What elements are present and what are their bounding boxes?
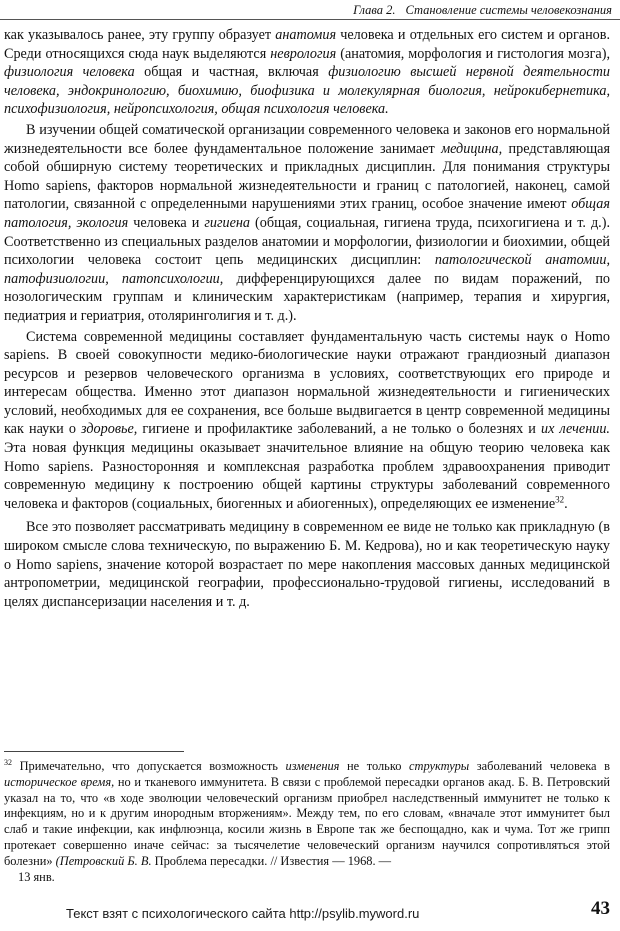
footnote-last-line: 13 янв.: [18, 869, 55, 884]
page-number: 43: [591, 898, 610, 919]
text-run: гигиене и профилактике заболеваний, а не только о болезнях и: [137, 421, 541, 438]
footnote-number: 32: [4, 757, 12, 767]
source-footer: Текст взят с психологического сайта http://psylib.myword.ru: [66, 906, 420, 921]
italic-term: здоровье,: [81, 421, 138, 438]
text-run: человека и: [128, 214, 205, 231]
text-run: В изучении общей соматической организации современного человека и законов его нормальной жизнедеятельности все более фундаментальное положение занимает: [4, 121, 610, 157]
italic-term: неврология: [270, 45, 337, 62]
text-run: (анатомия, морфология и гистология мозга),: [336, 45, 610, 62]
text-run: Примечательно, что допускается возможность: [12, 759, 286, 773]
paragraph-4: Все это позволяет рассматривать медицину в современном ее виде не только как прикладную (в широком смысле слова техническую, по выражению Б. М. Кедрова), но и как теоретическую науку о Homo sapiens, значение которой возрастает по мере накопления массовых данных медицинской антропометрии, медицинской географии, профессионально-трудовой гигиены, исследований в целях диспансеризации населения и т. д.: [4, 519, 610, 610]
header-rule: [0, 19, 620, 20]
italic-term: физиологию высшей нервной деятельности человека, эндокринологию, биохимию, биофизика и молекулярная биология, нейрокибернетика, психофизиология, нейропсихология, общая психология человека.: [4, 64, 610, 118]
italic-term: общая патология, экология: [4, 196, 610, 231]
paragraph-3: [4, 328, 610, 514]
text-run: но и тканевого иммунитета. В связи с проблемой пересадки органов акад. Б. В. Петровский указал на то, что «в ходе эволюции человеческий организм приобрел наследственный иммунитет не только к инфекциям, но и к другим инородным вторжениям». Между тем, по его словам, «вначале этот иммунитет был слаб и такие инфекции, как инфлюэнца, косили жизнь в Европе так же беспощадно, как и чума. Тот же грипп протекает совершенно иначе сейчас: за тысячелетие человеческий организм научился сопротивляться этой болезни»: [4, 774, 610, 868]
main-text: [4, 26, 610, 611]
italic-term: изменения: [285, 759, 340, 773]
italic-term: патологической анатомии, патофизиологии, патопсихологии,: [4, 252, 611, 287]
italic-term: анатомия: [275, 27, 337, 43]
footnote-ref[interactable]: 32: [555, 494, 565, 505]
text-run: представляющая собой обширную систему теоретических и прикладных дисциплин. Для понимания структуры Homo sapiens, факторов нормальной жизнедеятельности и границ с патологией, наконец, самой патологии, связанной с определенными нарушениями этих границ, особое значение имеют: [4, 140, 610, 213]
paragraph-2: [4, 121, 610, 326]
italic-term: их лечении.: [540, 421, 610, 438]
italic-term: (Петровский Б. В.: [55, 853, 152, 868]
text-run: .: [564, 495, 568, 512]
footnote-text: [4, 759, 610, 870]
italic-term: медицина,: [441, 140, 503, 157]
text-run: общая и частная, включая: [134, 64, 329, 81]
running-header: [212, 3, 612, 18]
text-run: заболеваний человека в: [469, 759, 610, 773]
text-run: не только: [339, 759, 409, 773]
text-run: Эта новая функция медицины оказывает значительное влияние на общую теорию человека как Homo sapiens. Разносторонняя и комплексная разработка проблем здравоохранения приводит современную медицину к построению общей картины структуры заболеваний современного человека и факторов (социальных, биогенных и абиогенных), определяющих ее изменение: [4, 440, 610, 512]
text-run: дифференцирующихся далее по видам поражений, по нозологическим группам и клиническим характеристикам (например, терапия и хирургия, педиатрия и гериатрия, отоляринголигия и т. д.).: [4, 270, 610, 324]
italic-term: историческое время,: [4, 774, 115, 789]
text-run: Система современной медицины составляет фундаментальную часть системы наук о Homo sapiens. В своей совокупности медико-биологические науки отражают грандиозный диапазон ресурсов и резервов человеческого организма в условиях, соответствующих его природе и интересам общества. Именно этот диапазон нормальной жизнедеятельности и гигиенических условий, необходимых для ее сохранения, все больше выдвигается в центр современной медицины как науки о: [4, 328, 610, 438]
text-run: как указывалось ранее, эту группу образует: [4, 27, 276, 43]
text-run: человека и отдельных его систем и органов. Среди относящихся сюда наук выделяются: [4, 27, 610, 62]
header-chapter: Глава 2.: [353, 3, 396, 17]
footnote-separator: [4, 751, 184, 752]
text-run: Проблема пересадки. // Известия — 1968. —: [151, 853, 392, 868]
footnote-32: [4, 759, 610, 885]
paragraph-1: [4, 26, 610, 119]
header-title: Становление системы человекознания: [405, 3, 612, 17]
italic-term: структуры: [409, 759, 470, 773]
italic-term: физиология человека: [4, 64, 135, 81]
italic-term: гигиена: [204, 214, 251, 231]
text-run: (общая, социальная, гигиена труда, психогигиена и т. д.). Соответственно из специальных разделов анатомии и морфологии, физиологии и биохимии, общей психологии человека состоит цепь медицинских дисциплин:: [4, 214, 610, 269]
